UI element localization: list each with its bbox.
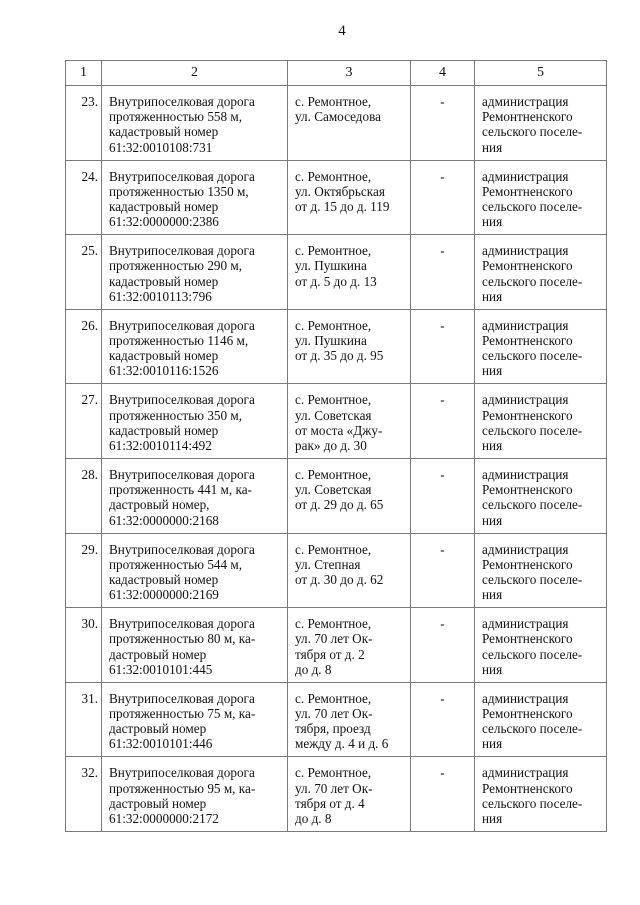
table-row [66,309,607,384]
column-4-cell: - [411,608,475,683]
owner-cell-line: администрация [482,392,569,408]
object-name-cell-line: кадастровый номер [109,273,219,289]
row-number: 29. [66,533,102,608]
object-name-cell-line: протяженностью 95 м, ка- [109,780,256,796]
address-cell [288,533,411,608]
column-header-5: 5 [475,61,607,86]
column-4-cell: - [411,235,475,310]
address-cell [288,682,411,757]
owner-cell-line: администрация [482,690,569,706]
address-cell-line: с. Ремонтное, [295,541,372,557]
address-cell-line: от моста «Джу- [295,422,383,438]
object-name-cell-line: 61:32:0010116:1526 [109,363,219,379]
address-cell [288,235,411,310]
table-row [66,757,607,832]
owner-cell-line: ния [482,587,503,603]
address-cell-line: с. Ремонтное, [295,243,372,259]
object-name-cell-line: протяженность 441 м, ка- [109,482,252,498]
owner-cell-line: сельского поселе- [482,795,583,811]
address-cell-line: от д. 29 до д. 65 [295,497,384,513]
column-4-cell: - [411,533,475,608]
owner-cell-line: администрация [482,243,569,259]
owner-cell-line: сельского поселе- [482,199,583,214]
owner-cell [475,235,607,310]
object-name-cell-line: 61:32:0000000:2169 [109,587,219,603]
address-cell-line: ул. 70 лет Ок- [295,705,373,721]
object-name-cell-line: дастровый номер [109,646,207,662]
owner-cell-line: Ремонтненского [482,780,573,796]
owner-cell-line: администрация [482,317,569,333]
object-name-cell-line: протяженностью 350 м, [109,407,243,423]
row-number: 25. [66,235,102,310]
table-row [66,235,607,310]
owner-cell-line: администрация [482,168,569,184]
owner-cell-line: сельского поселе- [482,348,583,364]
address-cell-line: до д. 8 [295,661,332,677]
address-cell-line: с. Ремонтное, [295,466,372,482]
owner-cell-line: Ремонтненского [482,258,573,274]
object-name-cell-line: протяженностью 75 м, ка- [109,705,256,721]
owner-cell-line: ния [482,214,503,230]
row-number: 27. [66,384,102,459]
address-cell-line: от д. 35 до д. 95 [295,348,384,364]
object-name-cell [102,608,288,683]
object-name-cell [102,309,288,384]
object-name-cell-line: протяженностью 558 м, [109,109,243,125]
row-number: 23. [66,86,102,161]
column-4-cell: - [411,757,475,832]
address-cell-line: ул. Советская [295,407,372,423]
object-name-cell-line: дастровый номер [109,795,207,811]
table-row [66,384,607,459]
owner-cell-line: Ремонтненского [482,109,573,125]
table-row [66,160,607,235]
address-cell [288,309,411,384]
object-name-cell-line: Внутрипоселковая дорога [109,765,255,781]
owner-cell [475,384,607,459]
object-name-cell [102,757,288,832]
owner-cell-line: Ремонтненского [482,556,573,572]
object-name-cell-line: Внутрипоселковая дорога [109,94,255,109]
owner-cell-line: сельского поселе- [482,422,583,438]
address-cell-line: с. Ремонтное, [295,392,372,408]
object-name-cell-line: Внутрипоселковая дорога [109,392,255,408]
owner-cell [475,458,607,533]
object-name-cell-line: Внутрипоселковая дорога [109,317,255,333]
owner-cell-line: администрация [482,466,569,482]
address-cell-line: от д. 15 до д. 119 [295,199,390,214]
address-cell-line: ул. Степная [295,556,361,572]
object-name-cell [102,235,288,310]
address-cell [288,608,411,683]
owner-cell-line: ния [482,363,503,379]
address-cell [288,757,411,832]
owner-cell-line: администрация [482,541,569,557]
column-header-3: 3 [288,61,411,86]
object-name-cell-line: кадастровый номер [109,422,219,438]
address-cell-line: рак» до д. 30 [295,437,367,453]
owner-cell-line: Ремонтненского [482,183,573,199]
address-cell-line: ул. Октябрьская [295,183,385,199]
owner-cell-line: Ремонтненского [482,332,573,348]
object-name-cell-line: дастровый номер [109,721,207,737]
owner-cell-line: сельского поселе- [482,497,583,513]
owner-cell-line: ния [482,810,503,826]
object-name-cell-line: 61:32:0010114:492 [109,437,212,453]
object-name-cell-line: протяженностью 1146 м, [109,332,249,348]
object-name-cell-line: кадастровый номер [109,124,219,140]
address-cell-line: до д. 8 [295,810,332,826]
owner-cell-line: ния [482,661,503,677]
object-name-cell-line: кадастровый номер [109,348,219,364]
address-cell-line: от д. 5 до д. 13 [295,273,377,289]
object-name-cell-line: Внутрипоселковая дорога [109,541,255,557]
owner-cell-line: сельского поселе- [482,124,583,140]
column-4-cell: - [411,384,475,459]
address-cell-line: с. Ремонтное, [295,168,372,184]
row-number: 26. [66,309,102,384]
owner-cell [475,608,607,683]
object-name-cell-line: кадастровый номер [109,571,219,587]
owner-cell [475,86,607,161]
object-name-cell [102,86,288,161]
column-header-1: 1 [66,61,102,86]
row-number: 31. [66,682,102,757]
owner-cell-line: ния [482,736,503,752]
owner-cell-line: администрация [482,765,569,781]
owner-cell-line: администрация [482,94,569,109]
column-4-cell: - [411,160,475,235]
object-name-cell-line: кадастровый номер [109,199,219,214]
address-cell-line: от д. 30 до д. 62 [295,571,384,587]
owner-cell-line: Ремонтненского [482,631,573,647]
table-row [66,533,607,608]
address-cell-line: тября от д. 2 [295,646,365,662]
owner-cell-line: ния [482,512,503,528]
page-number: 4 [338,23,346,39]
table-row [66,682,607,757]
address-cell [288,384,411,459]
owner-cell-line: администрация [482,616,569,632]
address-cell-line: с. Ремонтное, [295,690,372,706]
object-name-cell-line: протяженностью 290 м, [109,258,243,274]
owner-cell-line: ния [482,139,503,155]
column-4-cell: - [411,309,475,384]
owner-cell-line: ния [482,288,503,304]
object-name-cell-line: Внутрипоселковая дорога [109,243,255,259]
object-name-cell-line: Внутрипоселковая дорога [109,690,255,706]
object-name-cell [102,160,288,235]
address-cell-line: между д. 4 и д. 6 [295,736,389,752]
object-name-cell-line: 61:32:0000000:2168 [109,512,219,528]
address-cell [288,160,411,235]
object-name-cell [102,682,288,757]
owner-cell [475,160,607,235]
address-cell-line: с. Ремонтное, [295,317,372,333]
column-header-2: 2 [102,61,288,86]
row-number: 28. [66,458,102,533]
owner-cell [475,533,607,608]
object-name-cell-line: дастровый номер, [109,497,210,513]
object-name-cell-line: 61:32:0000000:2172 [109,810,219,826]
roads-registry-table [65,60,607,832]
object-name-cell-line: 61:32:0010108:731 [109,139,213,155]
owner-cell-line: сельского поселе- [482,646,583,662]
column-4-cell: - [411,682,475,757]
object-name-cell-line: 61:32:0010101:445 [109,661,213,677]
address-cell-line: тября от д. 4 [295,795,365,811]
owner-cell-line: Ремонтненского [482,407,573,423]
owner-cell [475,309,607,384]
row-number: 24. [66,160,102,235]
object-name-cell-line: Внутрипоселковая дорога [109,466,255,482]
object-name-cell-line: 61:32:0010101:446 [109,736,213,752]
owner-cell [475,682,607,757]
address-cell-line: ул. Советская [295,482,372,498]
address-cell [288,86,411,161]
address-cell [288,458,411,533]
address-cell-line: ул. Самоседова [295,109,382,125]
owner-cell-line: сельского поселе- [482,571,583,587]
object-name-cell-line: 61:32:0010113:796 [109,288,212,304]
column-4-cell: - [411,458,475,533]
table-row [66,458,607,533]
object-name-cell [102,384,288,459]
object-name-cell-line: Внутрипоселковая дорога [109,168,255,184]
object-name-cell-line: Внутрипоселковая дорога [109,616,255,632]
owner-cell-line: сельского поселе- [482,273,583,289]
column-4-cell: - [411,86,475,161]
object-name-cell [102,533,288,608]
owner-cell-line: Ремонтненского [482,705,573,721]
address-cell-line: ул. Пушкина [295,258,367,274]
object-name-cell-line: протяженностью 1350 м, [109,183,249,199]
address-cell-line: ул. 70 лет Ок- [295,780,373,796]
header-row [66,61,607,86]
address-cell-line: тября, проезд [295,721,371,737]
owner-cell-line: сельского поселе- [482,721,583,737]
address-cell-line: ул. 70 лет Ок- [295,631,373,647]
address-cell-line: ул. Пушкина [295,332,367,348]
row-number: 30. [66,608,102,683]
owner-cell-line: Ремонтненского [482,482,573,498]
table-row [66,608,607,683]
address-cell-line: с. Ремонтное, [295,616,372,632]
address-cell-line: с. Ремонтное, [295,94,372,109]
object-name-cell-line: протяженностью 80 м, ка- [109,631,256,647]
owner-cell-line: ния [482,437,503,453]
object-name-cell-line: 61:32:0000000:2386 [109,214,219,230]
table-row [66,86,607,161]
object-name-cell-line: протяженностью 544 м, [109,556,243,572]
object-name-cell [102,458,288,533]
address-cell-line: с. Ремонтное, [295,765,372,781]
column-header-4: 4 [411,61,475,86]
row-number: 32. [66,757,102,832]
owner-cell [475,757,607,832]
